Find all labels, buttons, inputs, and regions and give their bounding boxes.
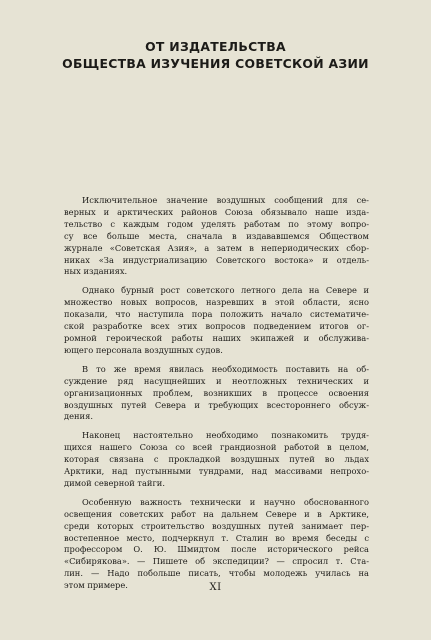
text-line: этом примере. xyxy=(64,580,128,591)
heading-line-2: ОБЩЕСТВА ИЗУЧЕНИЯ СОВЕТСКОЙ АЗИИ xyxy=(62,56,369,71)
text-line: ющего персонала воздушных судов. xyxy=(64,344,223,355)
text-line: Однако бурный рост советского летного дела на Севере и xyxy=(82,285,369,296)
text-line: Особенную важность технически и научно обоснованного xyxy=(82,496,369,507)
text-line: лин. — Надо побольше писать, чтобы молодежь училась на xyxy=(64,568,369,579)
text-line: организационных проблем, возникших в процессе освоения xyxy=(64,387,369,398)
text-line: Арктики, над пустынными тундрами, над массивами непрохо- xyxy=(64,466,369,477)
text-line: никах «За индустриализацию Советского востока» и отдель- xyxy=(64,254,369,265)
text-line: множество новых вопросов, назревших в этой области, ясно xyxy=(64,297,369,308)
text-line: В то же время явилась необходимость поставить на об- xyxy=(82,363,369,374)
page-number: XI xyxy=(209,582,222,593)
paragraph xyxy=(64,285,369,356)
paragraph xyxy=(64,430,369,490)
text-line: ской разработке всех этих вопросов подведением итогов ог- xyxy=(64,321,369,332)
text-line: щихся нашего Союза со всей грандиозной работой в целом, xyxy=(64,442,369,453)
text-line: димой северной тайги. xyxy=(64,477,165,488)
text-line: востепенное место, подчеркнул т. Сталин во время беседы с xyxy=(64,532,369,543)
heading-line-1: ОТ ИЗДАТЕЛЬСТВА xyxy=(145,39,286,54)
text-line: су все больше места, сначала в издававшемся Обществом xyxy=(64,230,369,241)
text-line: показали, что наступила пора положить начало систематиче- xyxy=(64,309,369,320)
body-text xyxy=(64,195,369,599)
text-line: тельство с каждым годом уделять работам по этому вопро- xyxy=(64,218,369,229)
text-line: профессором О. Ю. Шмидтом после исторического рейса xyxy=(64,544,369,555)
text-line: воздушных путей Севера и требующих всестороннего обсуж- xyxy=(64,399,369,410)
text-line: Наконец настоятельно необходимо познакомить трудя- xyxy=(82,430,369,441)
text-line: ромной героической работы наших экипажей и обслужива- xyxy=(64,332,369,343)
text-line: Исключительное значение воздушных сообщений для се- xyxy=(82,195,369,205)
text-line: журнале «Советская Азия», а затем в непериодических сбор- xyxy=(64,242,369,253)
text-line: суждение ряд насущнейших и неотложных технических и xyxy=(64,375,369,386)
paragraph xyxy=(64,497,369,592)
text-line: освещения советских работ на дальнем Севере и в Арктике, xyxy=(64,508,369,519)
text-line: ных изданиях. xyxy=(64,266,128,277)
paragraph xyxy=(64,195,369,278)
text-line: среди которых строительство воздушных путей занимает пер- xyxy=(64,520,369,531)
paragraph xyxy=(64,364,369,424)
page-heading xyxy=(0,38,431,72)
text-line: которая связана с прокладкой воздушных путей во льдах xyxy=(64,454,369,465)
text-line: «Сибирякова». — Пишете об экспедиции? — спросил т. Ста- xyxy=(64,556,369,567)
text-line: дения. xyxy=(64,411,93,422)
text-line: верных и арктических районов Союза обязывало наше изда- xyxy=(64,206,369,217)
